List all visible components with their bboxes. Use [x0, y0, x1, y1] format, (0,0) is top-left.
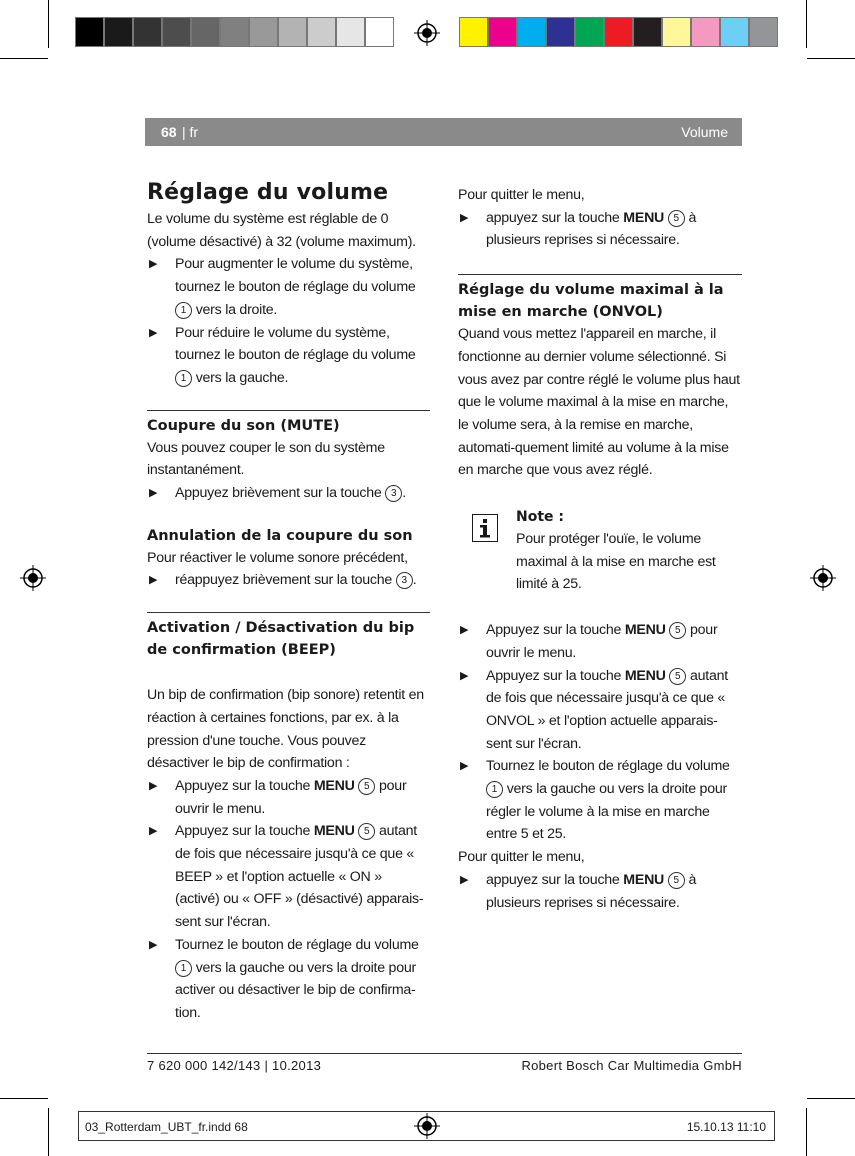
registration-mark-icon — [810, 565, 836, 591]
section-heading-onvol: Réglage du volume maximal à la mise en marche (ONVOL) — [458, 274, 742, 323]
arrow-bullet-icon: ▶ — [149, 779, 158, 792]
color-swatch — [604, 17, 633, 47]
section-heading-unmute: Annulation de la coupure du son — [147, 527, 413, 544]
list-item: ▶ Appuyez brièvement sur la touche 3 . — [147, 482, 430, 505]
info-icon — [472, 514, 498, 542]
section-heading-beep: Activation / Désactivation du bip de confirmation (BEEP) — [147, 612, 430, 661]
list-item: ▶ réappuyez brièvement sur la touche 3 . — [147, 569, 430, 592]
menu-key-label: MENU — [624, 622, 666, 639]
registration-mark-icon — [20, 565, 46, 591]
menu-key-label: MENU — [313, 777, 355, 794]
registration-mark-icon — [414, 20, 440, 46]
arrow-bullet-icon: ▶ — [149, 825, 158, 838]
left-column — [147, 180, 430, 1025]
color-swatch — [575, 17, 604, 47]
control-number-badge: 3 — [396, 572, 413, 589]
color-swatch — [633, 17, 662, 47]
list-item: ▶ appuyez sur la touche MENU 5 à plusieurs reprises si nécessaire. — [458, 207, 742, 252]
list-item: ▶ Tournez le bouton de réglage du volume 1 vers la gauche ou vers la droite pour régler le volume à la mise en marche entre 5 et 25. — [458, 755, 742, 846]
crop-mark — [806, 0, 807, 48]
arrow-bullet-icon: ▶ — [460, 624, 469, 637]
note-box — [458, 506, 742, 596]
arrow-bullet-icon: ▶ — [149, 574, 158, 587]
print-slug — [78, 1111, 775, 1141]
control-number-badge: 5 — [669, 622, 686, 639]
list-item: ▶ Appuyez sur la touche MENU 5 autant de fois que nécessaire jusqu'à ce que « BEEP » et l'option actuelle « ON » (activé) ou « OFF » (désactivé) apparais-sent sur l'écran. — [147, 820, 430, 934]
color-swatch — [336, 17, 365, 47]
publisher-name: Robert Bosch Car Multimedia GmbH — [521, 1058, 742, 1073]
arrow-bullet-icon: ▶ — [149, 258, 158, 271]
color-swatch — [749, 17, 778, 47]
menu-key-label: MENU — [313, 823, 355, 840]
arrow-bullet-icon: ▶ — [149, 326, 158, 339]
color-swatch — [517, 17, 546, 47]
color-swatch — [278, 17, 307, 47]
right-column — [458, 184, 742, 914]
page-header — [145, 118, 742, 146]
color-swatch — [546, 17, 575, 47]
crop-mark — [48, 1108, 49, 1156]
color-swatch — [691, 17, 720, 47]
note-text: Pour protéger l'ouïe, le volume maximal à la mise en marche est limité à 25. — [516, 531, 716, 593]
crop-mark — [0, 58, 48, 59]
crop-mark — [807, 58, 855, 59]
color-swatch — [104, 17, 133, 47]
document-number: 7 620 000 142/143 | 10.2013 — [147, 1058, 322, 1073]
list-item: ▶ Pour réduire le volume du système, tournez le bouton de réglage du volume 1 vers la gauche. — [147, 322, 430, 390]
unmute-text: Pour réactiver le volume sonore précédent, — [147, 549, 408, 566]
beep-text: Un bip de confirmation (bip sonore) retentit en réaction à certaines fonctions, par ex. à la pression d'une touche. Vous pouvez désactiver le bip de confirmation : — [147, 687, 424, 772]
control-number-badge: 5 — [358, 823, 375, 840]
quit-menu-text: Pour quitter le menu, — [458, 849, 585, 866]
color-swatch — [249, 17, 278, 47]
crop-mark — [0, 1098, 48, 1099]
list-item: ▶ Appuyez sur la touche MENU 5 autant de fois que nécessaire jusqu'à ce que « ONVOL » et l'option actuelle apparais-sent sur l'écran. — [458, 665, 742, 756]
list-item: ▶ Appuyez sur la touche MENU 5 pour ouvrir le menu. — [458, 619, 742, 664]
arrow-bullet-icon: ▶ — [460, 873, 469, 886]
color-swatch — [459, 17, 488, 47]
control-number-badge: 1 — [175, 302, 192, 319]
page-number: 68 — [161, 124, 177, 140]
menu-key-label: MENU — [624, 667, 666, 684]
section-heading-mute: Coupure du son (MUTE) — [147, 410, 430, 437]
intro-text: Le volume du système est réglable de 0 (volume désactivé) à 32 (volume maximum). — [147, 211, 416, 250]
arrow-bullet-icon: ▶ — [460, 669, 469, 682]
list-item: ▶ Pour augmenter le volume du système, tournez le bouton de réglage du volume 1 vers la droite. — [147, 253, 430, 321]
control-number-badge: 5 — [669, 668, 686, 685]
control-number-badge: 1 — [486, 781, 503, 798]
arrow-bullet-icon: ▶ — [149, 487, 158, 500]
control-number-badge: 1 — [175, 370, 192, 387]
menu-key-label: MENU — [623, 871, 665, 888]
color-swatch — [162, 17, 191, 47]
color-swatch — [220, 17, 249, 47]
crop-mark — [807, 1098, 855, 1099]
control-number-badge: 5 — [358, 778, 375, 795]
quit-menu-text: Pour quitter le menu, — [458, 187, 585, 203]
crop-mark — [48, 0, 49, 48]
color-swatch — [75, 17, 104, 47]
color-swatch — [307, 17, 336, 47]
color-swatch — [191, 17, 220, 47]
color-swatch — [720, 17, 749, 47]
arrow-bullet-icon: ▶ — [149, 938, 158, 951]
menu-key-label: MENU — [623, 209, 665, 226]
color-swatch — [133, 17, 162, 47]
color-swatch — [662, 17, 691, 47]
crop-mark — [806, 1108, 807, 1156]
list-item: ▶ appuyez sur la touche MENU 5 à plusieurs reprises si nécessaire. — [458, 869, 742, 914]
list-item: ▶ Appuyez sur la touche MENU 5 pour ouvrir le menu. — [147, 775, 430, 820]
language-label: | fr — [182, 124, 199, 140]
control-number-badge: 5 — [668, 872, 685, 889]
control-number-badge: 3 — [385, 485, 402, 502]
color-swatch — [488, 17, 517, 47]
page-title: Réglage du volume — [147, 180, 389, 205]
onvol-text: Quand vous mettez l'appareil en marche, il fonctionne au dernier volume sélectionné. Si vous avez par contre réglé le volume plus haut que le volume maximal à la mise en marche, le volume sera, à la remise en marche, automati-quement limité au volume à la mise en marche que vous avez réglé. — [458, 326, 740, 479]
note-title: Note : — [516, 509, 564, 526]
section-title: Volume — [681, 124, 728, 140]
arrow-bullet-icon: ▶ — [460, 211, 469, 224]
page-footer — [147, 1053, 742, 1073]
control-number-badge: 1 — [175, 960, 192, 977]
mute-text: Vous pouvez couper le son du système instantanément. — [147, 439, 385, 479]
print-date: 15.10.13 11:10 — [686, 1120, 766, 1134]
file-name: 03_Rotterdam_UBT_fr.indd 68 — [85, 1120, 248, 1134]
list-item: ▶ Tournez le bouton de réglage du volume 1 vers la gauche ou vers la droite pour activer ou désactiver le bip de confirma-tion. — [147, 934, 430, 1025]
control-number-badge: 5 — [668, 210, 685, 227]
arrow-bullet-icon: ▶ — [460, 760, 469, 773]
color-swatch — [365, 17, 394, 47]
